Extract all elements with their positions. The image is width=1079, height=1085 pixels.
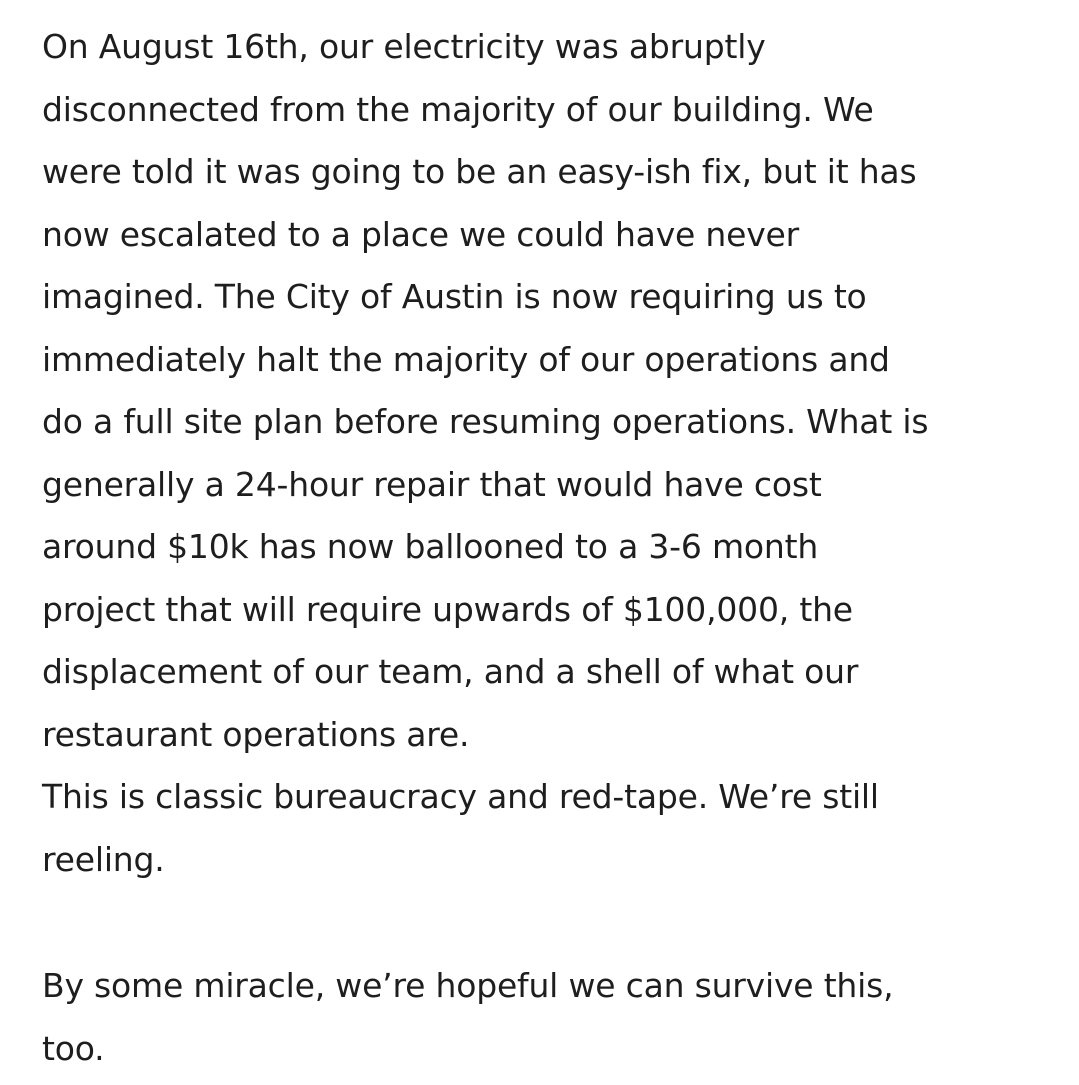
text-line: On August 16th, our electricity was abruptly — [42, 27, 766, 66]
text-line: now escalated to a place we could have never — [42, 214, 800, 254]
text-line: This is classic bureaucracy and red-tape. We’re still — [42, 777, 879, 816]
text-line: around $10k has now ballooned to a 3-6 month — [42, 527, 819, 566]
text-line: displacement of our team, and a shell of what our — [42, 652, 859, 691]
text-line: immediately halt the majority of our operations and — [42, 339, 890, 379]
paragraph-spacer — [42, 891, 1052, 955]
paragraph-main — [42, 16, 1052, 891]
text-line: project that will require upwards of $100,000, the — [42, 589, 853, 629]
text-line: generally a 24-hour repair that would have cost — [42, 464, 822, 504]
text-line: too. — [42, 1028, 105, 1068]
text-line: restaurant operations are. — [42, 714, 470, 754]
text-line: By some miracle, we’re hopeful we can survive this, — [42, 966, 894, 1005]
text-line: disconnected from the majority of our building. We — [42, 89, 874, 129]
text-line: reeling. — [42, 839, 165, 879]
text-line: were told it was going to be an easy-ish fix, but it has — [42, 152, 917, 191]
document-body — [42, 16, 1052, 1080]
text-line: do a full site plan before resuming operations. What is — [42, 402, 929, 441]
text-line: imagined. The City of Austin is now requiring us to — [42, 277, 867, 316]
paragraph-closing — [42, 955, 1052, 1080]
